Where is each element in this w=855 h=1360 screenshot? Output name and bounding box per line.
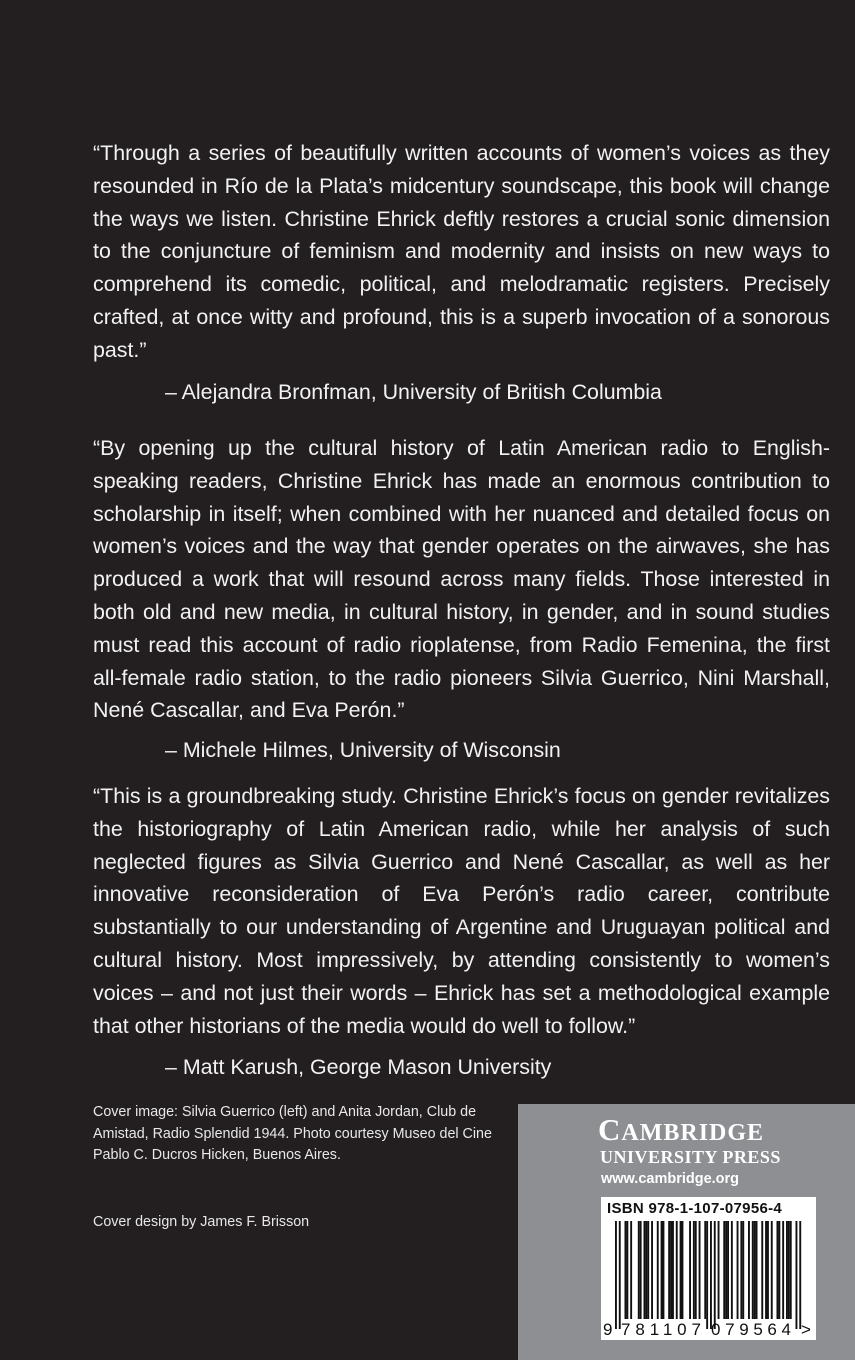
barcode-bar [638,1221,640,1319]
review-quote: “By opening up the cultural history of Latin American radio to English-speaking readers, Christine Ehrick has made an enormous contribution to scholarship in itself; when combined with her nuanced and detailed focus on women’s voices and the way that gender operates on the airwaves, she has produced a work that will resound across many fields. Those interested in both old and new media, in cultural history, in gender, and in sound studies must read this account of radio rioplatense, from Radio Femenina, the first all-female radio station, to the radio pioneers Silvia Guerrico, Nini Marshall, Nené Cascallar, and Eva Perón.” [93,436,830,723]
barcode-bar [689,1221,691,1319]
barcode-bar [706,1221,708,1329]
barcode-trail: > [801,1320,811,1339]
barcode-bar [723,1221,725,1319]
barcode-bar [647,1221,649,1319]
barcode-bar [661,1221,663,1319]
barcode-bar [777,1221,779,1319]
barcode-bar [731,1221,733,1319]
barcode-bar [695,1221,697,1319]
barcode-bar [727,1221,729,1319]
barcode-bar [651,1221,653,1319]
barcode-bar [672,1221,674,1319]
review-blurb-1 [93,137,830,408]
barcode-bar [645,1221,647,1319]
barcode-bar [742,1221,744,1319]
barcode-bar [626,1221,628,1319]
barcode-bar [670,1221,672,1319]
barcode-bar [748,1221,750,1319]
barcode-bar [718,1221,720,1319]
barcode-bar [640,1221,642,1319]
barcode-bar [754,1221,756,1319]
barcode-bar [693,1221,695,1319]
barcode-bar [786,1221,788,1319]
barcode-bar [782,1221,784,1319]
isbn-barcode [601,1197,816,1340]
publisher-panel [518,1104,855,1360]
barcode-bar [680,1221,682,1319]
barcode-bar [752,1221,754,1319]
barcode-bar [765,1221,767,1319]
review-quote: “Through a series of beautifully written accounts of women’s voices as they resounded in Río de la Plata’s midcentury soundscape, this book will change the ways we listen. Christine Ehrick deftly restores a crucial sonic dimension to the conjuncture of feminism and modernity and insists on new ways to comprehend its comedic, political, and melodramatic registers. Precisely crafted, at once witty and profound, this is a superb invocation of a sonorous past.” [93,141,830,362]
cover-design-credit: Cover design by James F. Brisson [93,1214,310,1230]
isbn-label: ISBN 978-1-107-07956-4 [607,1200,783,1217]
barcode-bar [668,1221,670,1319]
barcode-lead-digit: 9 [603,1320,613,1339]
barcode-bar [767,1221,769,1319]
publisher-name-rest: AMBRIDGE [621,1120,765,1146]
barcode-bar [771,1221,773,1319]
barcode-bar [725,1221,727,1319]
barcode-bar [619,1221,621,1329]
publisher-logo-name [598,1112,764,1148]
barcode-bar [663,1221,665,1319]
barcode-bar [796,1221,798,1329]
publisher-press-line: UNIVERSITY PRESS [600,1147,781,1167]
barcode-bar [740,1221,742,1319]
barcode-bars [615,1221,801,1329]
barcode-bar [756,1221,758,1319]
barcode-bar [778,1221,780,1319]
barcode-bar [630,1221,632,1319]
publisher-url: www.cambridge.org [601,1171,740,1187]
review-quote: “This is a groundbreaking study. Christine Ehrick’s focus on gender revitalizes the historiography of Latin American radio, while her analysis of such neglected figures as Silvia Guerrico and Nené Cascallar, as well as her innovative reconsideration of Eva Perón’s radio career, contribute substantially to our understanding of Argentine and Uruguayan political and cultural history. Most impressively, by attending consistently to women’s voices – and not just their words – Ehrick has set a methodological example that other historians of the media would do well to follow.” [93,784,830,1038]
barcode-bar [799,1221,801,1329]
barcode-bar [704,1221,706,1319]
review-attribution: – Michele Hilmes, University of Wisconsin [165,738,561,763]
review-blurb-3 [93,780,830,1084]
barcode-bar [710,1221,712,1329]
barcode-left-digits: 781107 [621,1320,701,1339]
barcode-bar [676,1221,678,1319]
barcode-bar [699,1221,701,1319]
barcode-bar [714,1221,716,1329]
barcode-graphic [601,1197,816,1340]
review-blurb-2 [93,432,830,767]
barcode-bar [644,1221,646,1319]
barcode-bar [657,1221,659,1319]
barcode-bar [790,1221,792,1319]
barcode-bar [737,1221,739,1319]
barcode-right-digits: 079564 [711,1320,791,1339]
barcode-bar [615,1221,617,1329]
publisher-name-initial: C [598,1112,622,1147]
barcode-bar [761,1221,763,1319]
review-attribution: – Matt Karush, George Mason University [165,1055,552,1080]
review-attribution: – Alejandra Bronfman, University of British Columbia [165,379,662,404]
barcode-bar [682,1221,684,1319]
barcode-bar [788,1221,790,1319]
barcode-bar [625,1221,627,1319]
cover-image-credit: Cover image: Silvia Guerrico (left) and Anita Jordan, Club de Amistad, Radio Splendid 1944. Photo courtesy Museo del Cine Pablo C. Ducros Hicken, Buenos Aires. [93,1104,492,1163]
